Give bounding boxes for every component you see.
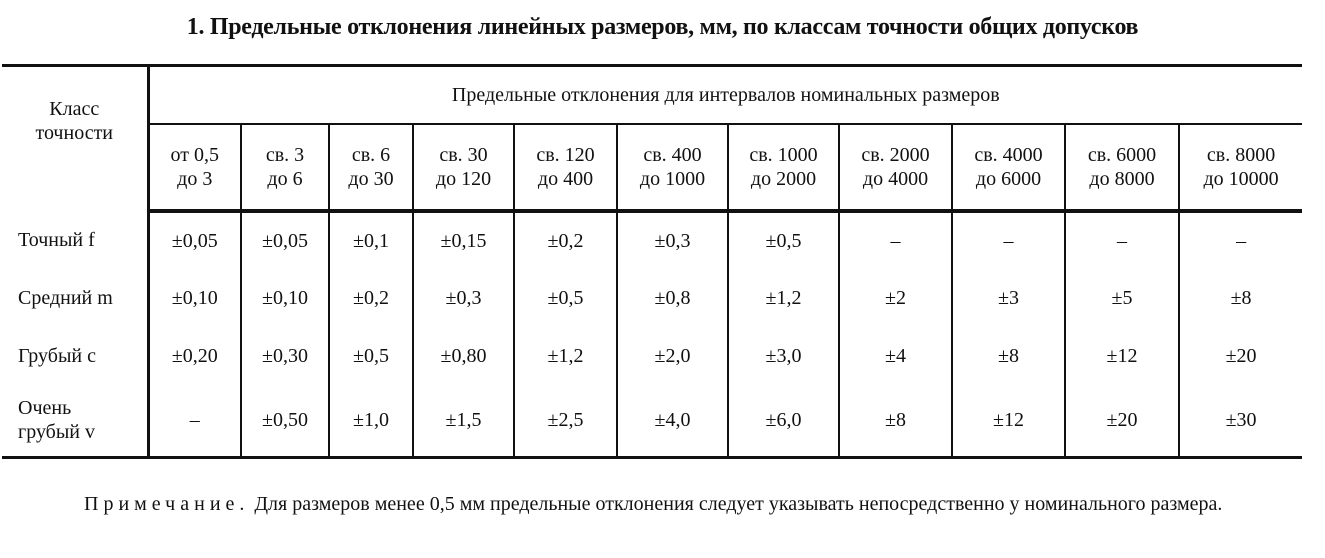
tolerance-cell: ±0,8 [617, 269, 728, 327]
tolerance-cell: ±8 [1230, 287, 1252, 309]
table-title: 1. Предельные отклонения линейных размеров, мм, по классам точности общих допусков [186, 14, 1139, 40]
range-header-cell: св. 8000 до 10000 [1179, 124, 1302, 211]
tolerance-cell: ±0,30 [241, 327, 329, 385]
range-header-cell: св. 2000 до 4000 [839, 124, 952, 211]
table-row [2, 211, 1302, 269]
tolerance-cell: ±0,50 [241, 385, 329, 457]
tolerance-cell: ±0,05 [148, 211, 241, 269]
tolerance-cell: ±0,5 [728, 211, 839, 269]
tolerance-cell: ±0,2 [514, 211, 617, 269]
tolerance-cell: ±0,10 [148, 269, 241, 327]
tolerance-cell: – [148, 385, 241, 457]
tolerance-cell: – [839, 211, 952, 269]
table-row [2, 385, 1302, 457]
range-header-cell: св. 30 до 120 [413, 124, 514, 211]
tolerance-cell: ±8 [839, 385, 952, 457]
tolerance-cell: ±1,2 [514, 327, 617, 385]
tolerance-cell: ±1,0 [329, 385, 413, 457]
accuracy-class-label: Грубый c [2, 327, 148, 385]
table-note [16, 490, 1306, 518]
accuracy-class-label: Точный f [2, 211, 148, 269]
tolerance-cell: ±3 [952, 269, 1065, 327]
tolerance-cell: ±3,0 [728, 327, 839, 385]
range-header-cell: св. 400 до 1000 [617, 124, 728, 211]
tolerance-cell: ±0,05 [241, 211, 329, 269]
tolerance-cell: ±0,80 [413, 327, 514, 385]
tolerance-cell: ±0,20 [148, 327, 241, 385]
tolerance-cell: ±4,0 [617, 385, 728, 457]
tolerance-cell: ±5 [1065, 269, 1179, 327]
tolerance-cell: ±20 [1225, 345, 1257, 367]
range-header-cell: св. 6 до 30 [329, 124, 413, 211]
tolerance-cell: ±1,2 [728, 269, 839, 327]
tolerance-cell: ±20 [1065, 385, 1179, 457]
tolerance-cell: ±0,2 [329, 269, 413, 327]
tolerance-cell: – [1236, 230, 1247, 252]
table-row [2, 269, 1302, 327]
tolerance-cell: ±0,3 [617, 211, 728, 269]
tolerance-cell: – [952, 211, 1065, 269]
note-label: Примечание. [84, 493, 250, 515]
tolerance-cell: ±0,5 [329, 327, 413, 385]
ranges-group-header: Предельные отклонения для интервалов номинальных размеров [148, 66, 1302, 125]
tolerance-cell: ±12 [952, 385, 1065, 457]
tolerance-cell: ±4 [839, 327, 952, 385]
tolerance-cell: ±8 [952, 327, 1065, 385]
accuracy-class-label: Очень грубый v [2, 385, 148, 457]
table-body [2, 211, 1302, 457]
tolerance-cell: ±1,5 [413, 385, 514, 457]
range-header-row [2, 124, 1302, 211]
range-header-cell: св. 120 до 400 [514, 124, 617, 211]
range-header-cell: св. 1000 до 2000 [728, 124, 839, 211]
tolerance-cell: ±0,10 [241, 269, 329, 327]
tolerance-cell: ±0,3 [413, 269, 514, 327]
tolerance-cell: ±2,5 [514, 385, 617, 457]
tolerance-cell: ±0,1 [329, 211, 413, 269]
range-header-cell: св. 3 до 6 [241, 124, 329, 211]
range-header-cell: св. 4000 до 6000 [952, 124, 1065, 211]
tolerance-cell: – [1065, 211, 1179, 269]
tolerance-cell: ±0,15 [413, 211, 514, 269]
note-text: Для размеров менее 0,5 мм предельные отклонения следует указывать непосредственно у номинального размера. [249, 493, 1223, 515]
range-header-cell: от 0,5 до 3 [148, 124, 241, 211]
tolerance-cell: ±2 [839, 269, 952, 327]
tolerance-cell: ±2,0 [617, 327, 728, 385]
accuracy-class-label: Средний m [2, 269, 148, 327]
range-header-cell: св. 6000 до 8000 [1065, 124, 1179, 211]
table-row [2, 327, 1302, 385]
class-column-header: Класс точности [2, 66, 148, 212]
tolerance-cell: ±0,5 [514, 269, 617, 327]
tolerance-cell: ±12 [1065, 327, 1179, 385]
tolerance-cell: ±30 [1179, 385, 1302, 457]
tolerance-table [2, 64, 1302, 459]
tolerance-cell: ±6,0 [728, 385, 839, 457]
